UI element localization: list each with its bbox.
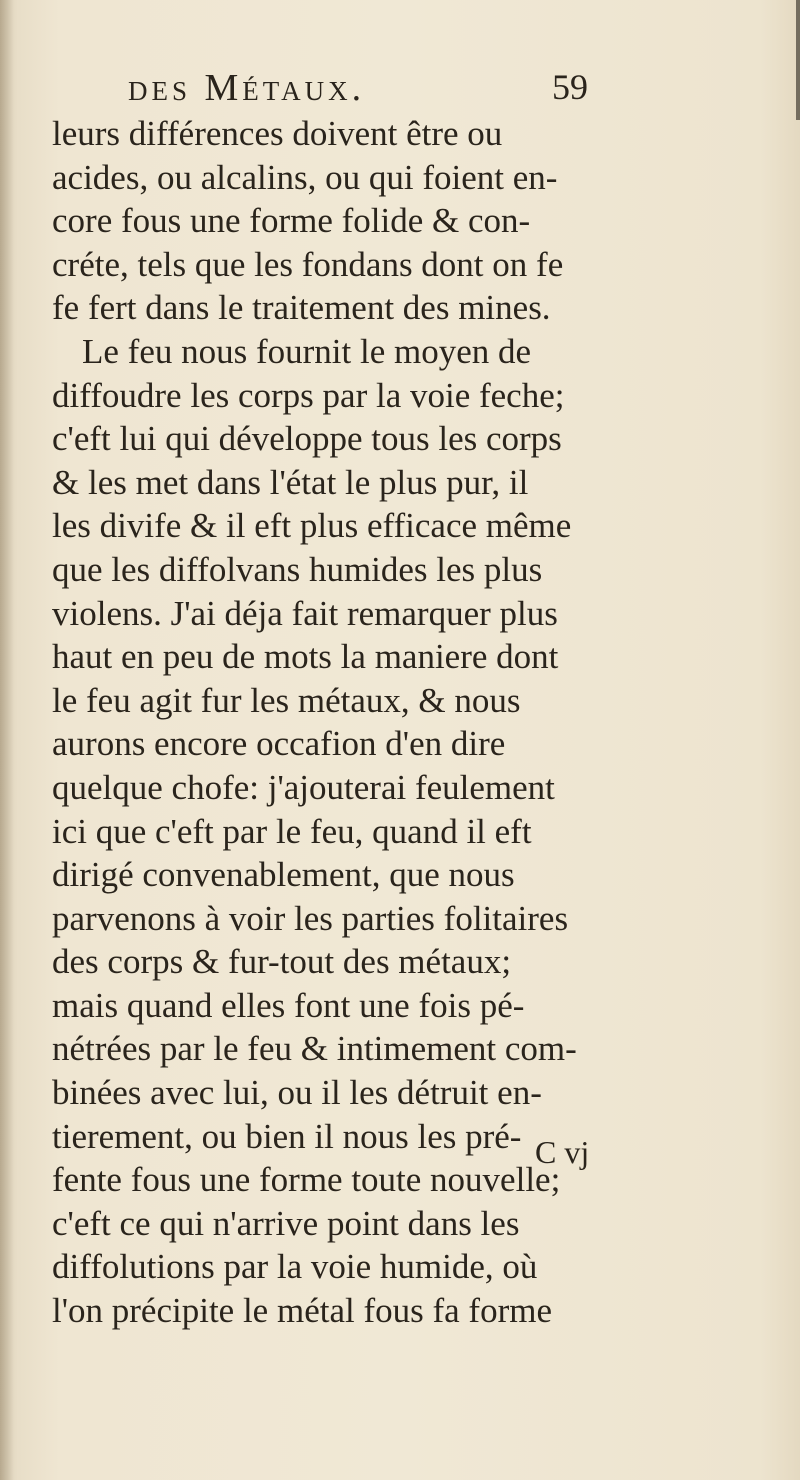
text-line: violens. J'ai déja fait remarquer plus <box>52 593 558 633</box>
text-line: diffoudre les corps par la voie feche; <box>52 375 565 415</box>
text-line: quelque chofe: j'ajouterai feulement <box>52 767 555 807</box>
text-line: haut en peu de mots la maniere dont <box>52 637 559 677</box>
text-line: l'on précipite le métal fous fa forme <box>52 1291 552 1331</box>
text-line: nétrées par le feu & intimement com- <box>52 1029 577 1069</box>
gutter-shadow <box>0 0 14 1480</box>
text-line: leurs différences doivent être ou <box>52 114 503 153</box>
text-line: créte, tels que les fondans dont on fe <box>52 244 564 284</box>
text-line: dirigé convenablement, que nous <box>52 855 515 895</box>
running-header <box>128 66 588 112</box>
page-number: 59 <box>552 67 588 107</box>
text-line: le feu agit fur les métaux, & nous <box>52 680 521 720</box>
page-edge <box>796 0 800 120</box>
text-line: parvenons à voir les parties folitaires <box>52 898 569 938</box>
text-line: mais quand elles font une fois pé- <box>52 985 525 1025</box>
text-line: tierement, ou bien il nous les pré- <box>52 1116 522 1156</box>
body-text <box>52 112 792 1333</box>
text-line: des corps & fur-tout des métaux; <box>52 942 512 982</box>
text-line: fente fous une forme toute nouvelle; <box>52 1160 561 1200</box>
text-line: diffolutions par la voie humide, où <box>52 1247 538 1287</box>
text-line: aurons encore occafion d'en dire <box>52 724 506 764</box>
text-line: binées avec lui, ou il les détruit en- <box>52 1073 542 1113</box>
text-line: les divife & il eft plus efficace même <box>52 506 572 546</box>
running-title: des Métaux. <box>128 67 366 109</box>
text-line: core fous une forme folide & con- <box>52 201 531 241</box>
signature-mark: C vj <box>535 1134 590 1170</box>
paragraph-start-line: Le feu nous fournit le moyen de <box>82 331 532 371</box>
text-line: c'eft ce qui n'arrive point dans les <box>52 1203 520 1243</box>
text-line: que les diffolvans humides les plus <box>52 549 543 589</box>
text-line: acides, ou alcalins, ou qui foient en- <box>52 157 558 197</box>
text-line: fe fert dans le traitement des mines. <box>52 288 551 328</box>
text-line: ici que c'eft par le feu, quand il eft <box>52 811 532 851</box>
text-line: & les met dans l'état le plus pur, il <box>52 462 529 502</box>
text-line: c'eft lui qui développe tous les corps <box>52 419 562 459</box>
